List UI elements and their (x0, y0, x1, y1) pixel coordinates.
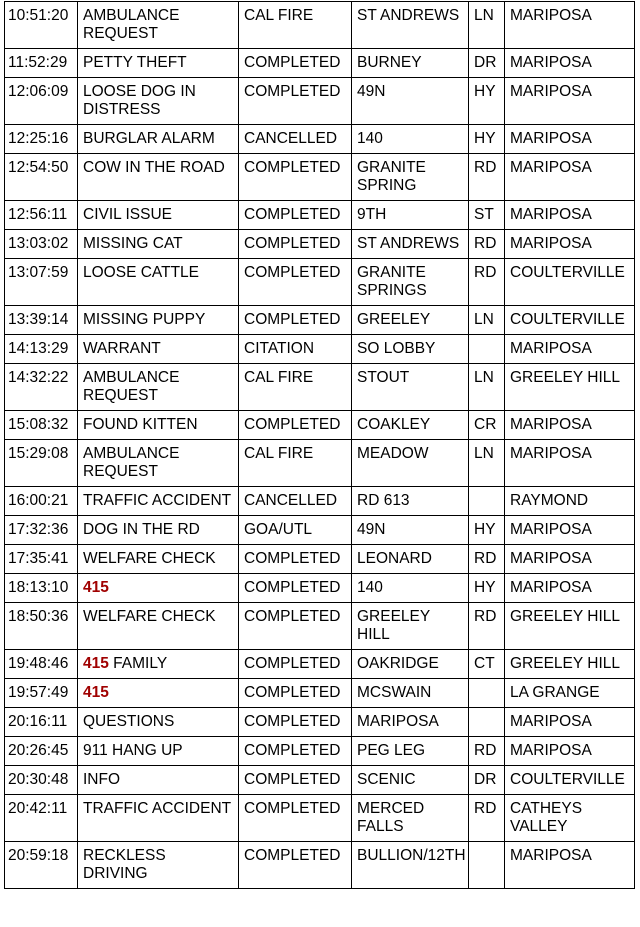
street-cell: SO LOBBY (352, 335, 469, 364)
city-cell: GREELEY HILL (505, 364, 635, 411)
street-suffix-cell: RD (469, 603, 505, 650)
table-row (5, 201, 635, 230)
call-code-highlight: 415 (83, 579, 109, 596)
street-suffix-cell (469, 679, 505, 708)
table-row (5, 411, 635, 440)
call-type-cell (78, 2, 239, 49)
time-cell: 20:16:11 (5, 708, 78, 737)
time-cell: 10:51:20 (5, 2, 78, 49)
call-type-cell (78, 650, 239, 679)
disposition-cell: COMPLETED (239, 766, 352, 795)
time-cell: 20:30:48 (5, 766, 78, 795)
table-row (5, 650, 635, 679)
call-type-text: TRAFFIC ACCIDENT (83, 492, 232, 509)
street-suffix-cell (469, 708, 505, 737)
disposition-cell: CANCELLED (239, 125, 352, 154)
call-type-text: FAMILY (108, 655, 168, 672)
call-type-cell (78, 154, 239, 201)
call-type-text: WELFARE CHECK (83, 608, 216, 625)
table-row (5, 795, 635, 842)
street-cell: COAKLEY (352, 411, 469, 440)
time-cell: 12:25:16 (5, 125, 78, 154)
call-type-text: LOOSE DOG IN DISTRESS (83, 83, 196, 118)
street-cell: GRANITE SPRING (352, 154, 469, 201)
city-cell: MARIPOSA (505, 545, 635, 574)
time-cell: 17:32:36 (5, 516, 78, 545)
street-cell: 9TH (352, 201, 469, 230)
time-cell: 18:50:36 (5, 603, 78, 650)
call-type-text: CIVIL ISSUE (83, 206, 173, 223)
street-suffix-cell: HY (469, 125, 505, 154)
street-suffix-cell: DR (469, 49, 505, 78)
call-code-highlight: 415 (83, 655, 109, 672)
city-cell: MARIPOSA (505, 737, 635, 766)
disposition-cell: COMPLETED (239, 737, 352, 766)
call-type-cell (78, 603, 239, 650)
table-row (5, 766, 635, 795)
call-log-table (4, 1, 635, 889)
call-type-cell (78, 411, 239, 440)
city-cell: GREELEY HILL (505, 603, 635, 650)
call-type-cell (78, 737, 239, 766)
street-cell: OAKRIDGE (352, 650, 469, 679)
disposition-cell: COMPLETED (239, 259, 352, 306)
street-cell: 140 (352, 125, 469, 154)
disposition-cell: COMPLETED (239, 411, 352, 440)
table-row (5, 708, 635, 737)
street-cell: 49N (352, 78, 469, 125)
street-cell: BULLION/12TH (352, 842, 469, 889)
disposition-cell: COMPLETED (239, 603, 352, 650)
time-cell: 15:08:32 (5, 411, 78, 440)
table-row (5, 487, 635, 516)
city-cell: CATHEYS VALLEY (505, 795, 635, 842)
call-type-text: RECKLESS DRIVING (83, 847, 166, 882)
time-cell: 15:29:08 (5, 440, 78, 487)
street-suffix-cell: DR (469, 766, 505, 795)
time-cell: 19:48:46 (5, 650, 78, 679)
disposition-cell: COMPLETED (239, 795, 352, 842)
disposition-cell: COMPLETED (239, 842, 352, 889)
city-cell: MARIPOSA (505, 842, 635, 889)
table-row (5, 516, 635, 545)
time-cell: 11:52:29 (5, 49, 78, 78)
call-type-cell (78, 125, 239, 154)
street-cell: 140 (352, 574, 469, 603)
street-suffix-cell (469, 842, 505, 889)
disposition-cell: COMPLETED (239, 230, 352, 259)
call-type-text: BURGLAR ALARM (83, 130, 215, 147)
call-type-cell (78, 708, 239, 737)
street-cell: ST ANDREWS (352, 230, 469, 259)
table-row (5, 306, 635, 335)
call-type-text: WELFARE CHECK (83, 550, 216, 567)
street-suffix-cell: LN (469, 306, 505, 335)
call-type-cell (78, 259, 239, 306)
street-suffix-cell: RD (469, 737, 505, 766)
call-type-cell (78, 842, 239, 889)
table-row (5, 125, 635, 154)
table-row (5, 259, 635, 306)
street-cell: GRANITE SPRINGS (352, 259, 469, 306)
street-suffix-cell (469, 335, 505, 364)
street-cell: MERCED FALLS (352, 795, 469, 842)
street-cell: GREELEY HILL (352, 603, 469, 650)
disposition-cell: CITATION (239, 335, 352, 364)
call-type-cell (78, 487, 239, 516)
call-type-cell (78, 574, 239, 603)
street-cell: GREELEY (352, 306, 469, 335)
time-cell: 20:42:11 (5, 795, 78, 842)
time-cell: 12:54:50 (5, 154, 78, 201)
street-suffix-cell: CR (469, 411, 505, 440)
call-type-cell (78, 766, 239, 795)
call-type-cell (78, 679, 239, 708)
city-cell: MARIPOSA (505, 78, 635, 125)
street-suffix-cell: RD (469, 545, 505, 574)
call-type-text: DOG IN THE RD (83, 521, 200, 538)
time-cell: 20:26:45 (5, 737, 78, 766)
street-suffix-cell: LN (469, 440, 505, 487)
table-row (5, 440, 635, 487)
call-type-text: 911 HANG UP (83, 742, 183, 759)
table-row (5, 364, 635, 411)
city-cell: MARIPOSA (505, 49, 635, 78)
city-cell: COULTERVILLE (505, 766, 635, 795)
street-suffix-cell: LN (469, 364, 505, 411)
call-type-text: AMBULANCE REQUEST (83, 369, 180, 404)
disposition-cell: COMPLETED (239, 545, 352, 574)
street-suffix-cell: RD (469, 230, 505, 259)
time-cell: 13:03:02 (5, 230, 78, 259)
disposition-cell: COMPLETED (239, 306, 352, 335)
city-cell: RAYMOND (505, 487, 635, 516)
disposition-cell: COMPLETED (239, 650, 352, 679)
call-type-text: INFO (83, 771, 121, 788)
city-cell: MARIPOSA (505, 335, 635, 364)
time-cell: 14:32:22 (5, 364, 78, 411)
disposition-cell: COMPLETED (239, 201, 352, 230)
call-type-cell (78, 440, 239, 487)
table-row (5, 49, 635, 78)
city-cell: MARIPOSA (505, 125, 635, 154)
disposition-cell: COMPLETED (239, 708, 352, 737)
city-cell: MARIPOSA (505, 230, 635, 259)
street-suffix-cell: RD (469, 795, 505, 842)
disposition-cell: GOA/UTL (239, 516, 352, 545)
city-cell: MARIPOSA (505, 154, 635, 201)
call-type-text: WARRANT (83, 340, 161, 357)
street-suffix-cell: ST (469, 201, 505, 230)
call-type-cell (78, 201, 239, 230)
call-type-cell (78, 516, 239, 545)
call-type-text: FOUND KITTEN (83, 416, 198, 433)
table-row (5, 603, 635, 650)
time-cell: 18:13:10 (5, 574, 78, 603)
street-suffix-cell: RD (469, 154, 505, 201)
time-cell: 13:39:14 (5, 306, 78, 335)
call-type-text: TRAFFIC ACCIDENT (83, 800, 232, 817)
table-row (5, 737, 635, 766)
table-row (5, 335, 635, 364)
table-row (5, 154, 635, 201)
city-cell: COULTERVILLE (505, 306, 635, 335)
disposition-cell: CAL FIRE (239, 440, 352, 487)
street-cell: 49N (352, 516, 469, 545)
call-type-cell (78, 78, 239, 125)
time-cell: 13:07:59 (5, 259, 78, 306)
time-cell: 20:59:18 (5, 842, 78, 889)
table-row (5, 545, 635, 574)
city-cell: MARIPOSA (505, 2, 635, 49)
call-type-text: MISSING PUPPY (83, 311, 206, 328)
table-row (5, 2, 635, 49)
call-code-highlight: 415 (83, 684, 109, 701)
time-cell: 17:35:41 (5, 545, 78, 574)
call-type-text: AMBULANCE REQUEST (83, 7, 180, 42)
disposition-cell: COMPLETED (239, 78, 352, 125)
street-cell: MEADOW (352, 440, 469, 487)
street-cell: SCENIC (352, 766, 469, 795)
street-suffix-cell: HY (469, 574, 505, 603)
disposition-cell: COMPLETED (239, 154, 352, 201)
city-cell: COULTERVILLE (505, 259, 635, 306)
street-suffix-cell: HY (469, 516, 505, 545)
street-cell: ST ANDREWS (352, 2, 469, 49)
disposition-cell: CANCELLED (239, 487, 352, 516)
call-type-cell (78, 335, 239, 364)
table-row (5, 842, 635, 889)
call-type-text: MISSING CAT (83, 235, 183, 252)
time-cell: 12:56:11 (5, 201, 78, 230)
call-log-body (5, 2, 635, 889)
street-cell: RD 613 (352, 487, 469, 516)
street-cell: STOUT (352, 364, 469, 411)
disposition-cell: COMPLETED (239, 49, 352, 78)
call-type-text: LOOSE CATTLE (83, 264, 199, 281)
table-row (5, 78, 635, 125)
city-cell: MARIPOSA (505, 708, 635, 737)
city-cell: GREELEY HILL (505, 650, 635, 679)
street-cell: PEG LEG (352, 737, 469, 766)
street-suffix-cell: HY (469, 78, 505, 125)
city-cell: LA GRANGE (505, 679, 635, 708)
street-suffix-cell: LN (469, 2, 505, 49)
city-cell: MARIPOSA (505, 440, 635, 487)
street-cell: MCSWAIN (352, 679, 469, 708)
time-cell: 19:57:49 (5, 679, 78, 708)
table-row (5, 574, 635, 603)
call-type-text: PETTY THEFT (83, 54, 187, 71)
city-cell: MARIPOSA (505, 411, 635, 440)
call-type-cell (78, 795, 239, 842)
call-type-text: QUESTIONS (83, 713, 175, 730)
street-cell: BURNEY (352, 49, 469, 78)
call-type-text: AMBULANCE REQUEST (83, 445, 180, 480)
time-cell: 12:06:09 (5, 78, 78, 125)
disposition-cell: CAL FIRE (239, 364, 352, 411)
street-cell: LEONARD (352, 545, 469, 574)
city-cell: MARIPOSA (505, 201, 635, 230)
street-cell: MARIPOSA (352, 708, 469, 737)
table-row (5, 679, 635, 708)
call-type-cell (78, 230, 239, 259)
disposition-cell: COMPLETED (239, 679, 352, 708)
disposition-cell: COMPLETED (239, 574, 352, 603)
table-row (5, 230, 635, 259)
street-suffix-cell (469, 487, 505, 516)
call-type-text: COW IN THE ROAD (83, 159, 225, 176)
call-type-cell (78, 364, 239, 411)
call-type-cell (78, 49, 239, 78)
street-suffix-cell: RD (469, 259, 505, 306)
street-suffix-cell: CT (469, 650, 505, 679)
call-type-cell (78, 306, 239, 335)
city-cell: MARIPOSA (505, 574, 635, 603)
time-cell: 14:13:29 (5, 335, 78, 364)
disposition-cell: CAL FIRE (239, 2, 352, 49)
time-cell: 16:00:21 (5, 487, 78, 516)
city-cell: MARIPOSA (505, 516, 635, 545)
call-type-cell (78, 545, 239, 574)
